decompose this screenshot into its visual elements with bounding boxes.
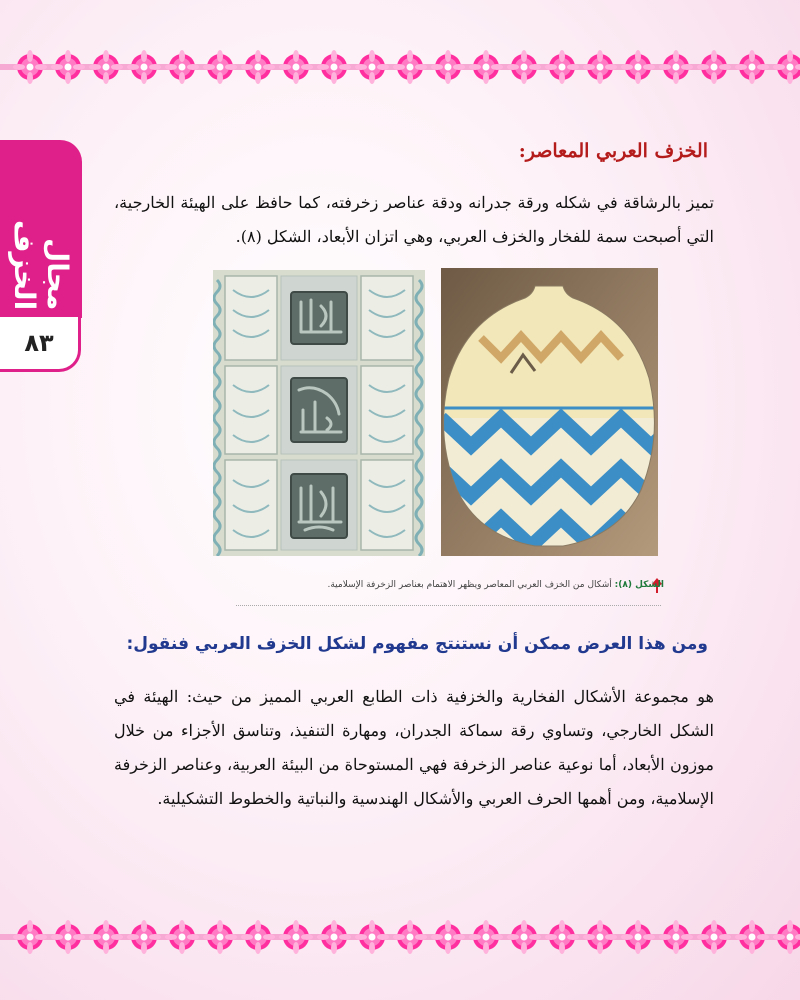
bottom-flower-border	[0, 912, 800, 962]
definition-paragraph: هو مجموعة الأشكال الفخارية والخزفية ذات الطابع العربي المميز من حيث: الهيئة في الشكل الخارجي، وتساوي رقة سماكة الجدران، ومهارة التنفيذ، وتناسق الأجزاء من خلال موزون الأبعاد، أما نوعية عناصر الزخرفة فهي المستوحاة من البيئة العربية، وعناصر الزخرفة الإسلامية، ومن أهمها الحرف العربي والأشكال الهندسية والنباتية والخطوط التشكيلية.	[114, 687, 714, 808]
dotted-divider	[236, 605, 661, 606]
figure-caption	[328, 580, 665, 590]
chapter-tab-background	[0, 140, 82, 318]
ceramic-vase-image	[441, 268, 658, 556]
top-flower-border	[0, 42, 800, 92]
page-number: ٨٣	[0, 314, 81, 372]
figure-caption-text: أشكال من الخزف العربي المعاصر ويظهر الاهتمام بعناصر الزخرفة الإسلامية.	[327, 580, 612, 590]
section-heading: الخزف العربي المعاصر:	[518, 140, 708, 162]
intro-paragraph: تميز بالرشاقة في شكله ورقة جدرانه ودقة عناصر زخرفته، كما حافظ على الهيئة الخارجية، التي أصبحت سمة للفخار والخزف العربي، وهي اتزان الأبعاد، الشكل (٨).	[114, 193, 714, 246]
chapter-side-tab	[0, 140, 82, 372]
calligraphy-tiles-image	[213, 270, 425, 556]
figure-caption-label: الشكل (٨):	[614, 580, 664, 590]
conclusion-heading: ومن هذا العرض ممكن أن نستنتج مفهوم لشكل الخزف العربي فنقول:	[126, 634, 708, 654]
chapter-title: مجال الخزف	[8, 219, 74, 310]
